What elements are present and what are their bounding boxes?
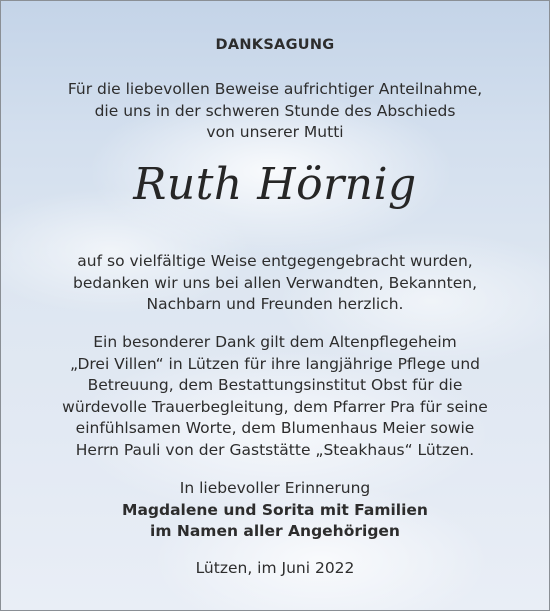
- intro-text: [1, 79, 549, 144]
- paragraph-line: Herrn Pauli von der Gaststätte „Steakhaus“ Lützen.: [75, 440, 475, 459]
- thanks-paragraph: [1, 251, 549, 316]
- paragraph-line: würdevolle Trauerbegleitung, dem Pfarrer Pra für seine: [62, 397, 488, 416]
- signatories: Magdalene und Sorita mit Familien: [122, 500, 428, 519]
- intro-line: von unserer Mutti: [206, 123, 344, 142]
- closing-intro: In liebevoller Erinnerung: [179, 479, 371, 497]
- paragraph-line: Ein besonderer Dank gilt dem Altenpflegeheim: [93, 333, 457, 351]
- paragraph-line: auf so vielfältige Weise entgegengebracht wurden,: [77, 252, 473, 270]
- paragraph-line: Betreuung, dem Bestattungsinstitut Obst für die: [87, 376, 463, 395]
- intro-line: die uns in der schweren Stunde des Abschieds: [94, 101, 456, 120]
- closing-block: [1, 478, 549, 543]
- paragraph-line: einfühlsamen Worte, dem Blumenhaus Meier sowie: [75, 419, 475, 438]
- intro-line: Für die liebevollen Beweise aufrichtiger Anteilnahme,: [67, 80, 483, 98]
- paragraph-line: Nachbarn und Freunden herzlich.: [146, 295, 404, 314]
- paragraph-line: bedanken wir uns bei allen Verwandten, Bekannten,: [72, 273, 477, 292]
- notice-heading: DANKSAGUNG: [215, 37, 335, 53]
- paragraph-line: „Drei Villen“ in Lützen für ihre langjährige Pflege und: [69, 354, 481, 373]
- deceased-name: Ruth Hörnig: [133, 159, 417, 210]
- signatories-subline: im Namen aller Angehörigen: [150, 522, 400, 541]
- place-and-date: Lützen, im Juni 2022: [195, 559, 355, 577]
- special-thanks-paragraph: [1, 332, 549, 462]
